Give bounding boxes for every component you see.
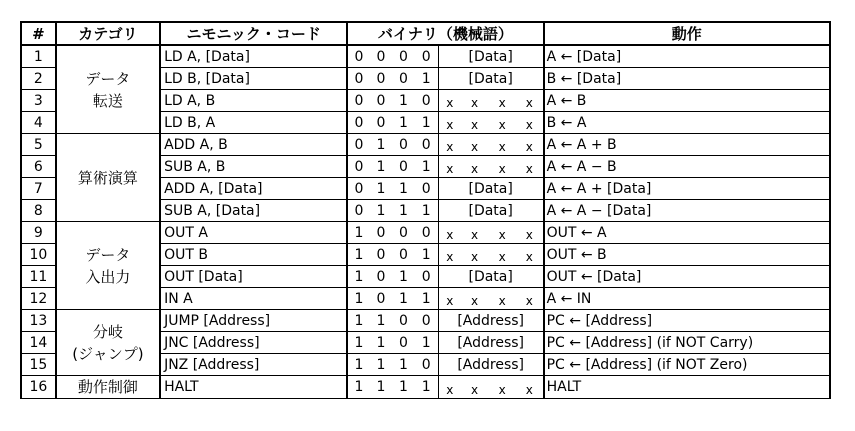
mnemonic-cell: OUT B: [160, 244, 347, 266]
row-number: 1: [21, 45, 56, 68]
opcode-bit: 0: [392, 45, 415, 68]
mnemonic-cell: JNZ [Address]: [160, 354, 347, 376]
opcode-bit: 1: [392, 90, 415, 112]
operand-cell: [Data]: [438, 200, 543, 222]
row-number: 3: [21, 90, 56, 112]
operand-cell: [Address]: [438, 332, 543, 354]
opcode-bit: 0: [392, 134, 415, 156]
row-number: 5: [21, 134, 56, 156]
category-label: 入出力: [85, 267, 131, 286]
opcode-bit: 1: [415, 288, 439, 310]
mnemonic-cell: JUMP [Address]: [160, 310, 347, 332]
opcode-bit: 0: [392, 68, 415, 90]
opcode-bit: 1: [415, 332, 439, 354]
operand-dont-care: x: [438, 222, 461, 244]
opcode-bit: 0: [347, 200, 370, 222]
opcode-bit: 1: [415, 200, 439, 222]
category-label: データ: [85, 69, 131, 88]
row-number: 2: [21, 68, 56, 90]
row-number: 11: [21, 266, 56, 288]
operand-dont-care: x: [488, 222, 516, 244]
row-number: 10: [21, 244, 56, 266]
action-cell: B ← [Data]: [544, 68, 830, 90]
opcode-bit: 1: [415, 376, 439, 399]
category-cell: [56, 376, 160, 399]
opcode-bit: 0: [347, 68, 370, 90]
category-label: 算術演算: [77, 168, 138, 187]
opcode-bit: 1: [392, 288, 415, 310]
opcode-bit: 0: [370, 45, 393, 68]
opcode-bit: 1: [370, 178, 393, 200]
action-cell: A ← A + B: [544, 134, 830, 156]
operand-dont-care: x: [516, 222, 544, 244]
opcode-bit: 0: [415, 178, 439, 200]
mnemonic-cell: JNC [Address]: [160, 332, 347, 354]
row-number: 13: [21, 310, 56, 332]
opcode-bit: 0: [370, 288, 393, 310]
operand-dont-care: x: [488, 90, 516, 112]
opcode-bit: 0: [347, 156, 370, 178]
operand-cell: [Data]: [438, 45, 543, 68]
opcode-bit: 0: [415, 45, 439, 68]
operand-dont-care: x: [488, 156, 516, 178]
operand-dont-care: x: [461, 134, 489, 156]
instruction-set-table: [20, 21, 831, 399]
opcode-bit: 1: [415, 112, 439, 134]
action-cell: PC ← [Address] (if NOT Carry): [544, 332, 830, 354]
opcode-bit: 1: [347, 266, 370, 288]
opcode-bit: 0: [370, 112, 393, 134]
opcode-bit: 1: [347, 244, 370, 266]
header-num: #: [21, 22, 56, 45]
opcode-bit: 0: [370, 68, 393, 90]
action-cell: A ← IN: [544, 288, 830, 310]
mnemonic-cell: IN A: [160, 288, 347, 310]
row-number: 4: [21, 112, 56, 134]
table-row: [21, 376, 830, 399]
table-row: [21, 134, 830, 156]
opcode-bit: 1: [347, 310, 370, 332]
row-number: 12: [21, 288, 56, 310]
operand-dont-care: x: [438, 134, 461, 156]
mnemonic-cell: LD A, B: [160, 90, 347, 112]
action-cell: OUT ← A: [544, 222, 830, 244]
opcode-bit: 1: [415, 68, 439, 90]
operand-dont-care: x: [438, 244, 461, 266]
table-row: [21, 222, 830, 244]
row-number: 6: [21, 156, 56, 178]
action-cell: A ← A + [Data]: [544, 178, 830, 200]
opcode-bit: 1: [370, 332, 393, 354]
opcode-bit: 0: [415, 222, 439, 244]
opcode-bit: 1: [370, 134, 393, 156]
mnemonic-cell: OUT A: [160, 222, 347, 244]
category-cell: [56, 134, 160, 222]
mnemonic-cell: LD A, [Data]: [160, 45, 347, 68]
opcode-bit: 0: [370, 244, 393, 266]
operand-dont-care: x: [461, 288, 489, 310]
opcode-bit: 0: [370, 90, 393, 112]
opcode-bit: 0: [347, 134, 370, 156]
opcode-bit: 0: [347, 178, 370, 200]
mnemonic-cell: ADD A, B: [160, 134, 347, 156]
operand-dont-care: x: [461, 222, 489, 244]
opcode-bit: 1: [370, 156, 393, 178]
opcode-bit: 0: [392, 332, 415, 354]
row-number: 15: [21, 354, 56, 376]
mnemonic-cell: LD B, [Data]: [160, 68, 347, 90]
opcode-bit: 1: [392, 266, 415, 288]
action-cell: OUT ← B: [544, 244, 830, 266]
opcode-bit: 1: [347, 222, 370, 244]
table-body: [21, 45, 830, 399]
operand-cell: [Data]: [438, 178, 543, 200]
operand-dont-care: x: [438, 156, 461, 178]
opcode-bit: 1: [415, 156, 439, 178]
operand-dont-care: x: [488, 112, 516, 134]
operand-dont-care: x: [488, 134, 516, 156]
mnemonic-cell: SUB A, B: [160, 156, 347, 178]
header-mnemonic: ニモニック・コード: [160, 22, 347, 45]
operand-dont-care: x: [461, 156, 489, 178]
opcode-bit: 0: [415, 354, 439, 376]
action-cell: B ← A: [544, 112, 830, 134]
opcode-bit: 0: [392, 310, 415, 332]
operand-dont-care: x: [516, 90, 544, 112]
table-row: [21, 45, 830, 68]
operand-dont-care: x: [488, 244, 516, 266]
operand-cell: [Address]: [438, 310, 543, 332]
action-cell: A ← B: [544, 90, 830, 112]
category-cell: [56, 222, 160, 310]
opcode-bit: 0: [347, 112, 370, 134]
operand-dont-care: x: [438, 112, 461, 134]
operand-dont-care: x: [488, 376, 516, 399]
operand-dont-care: x: [516, 156, 544, 178]
operand-dont-care: x: [461, 112, 489, 134]
row-number: 9: [21, 222, 56, 244]
row-number: 7: [21, 178, 56, 200]
operand-dont-care: x: [438, 288, 461, 310]
opcode-bit: 0: [347, 45, 370, 68]
mnemonic-cell: HALT: [160, 376, 347, 399]
table-row: [21, 310, 830, 332]
category-label: (ジャンプ): [72, 344, 144, 363]
opcode-bit: 1: [392, 376, 415, 399]
mnemonic-cell: LD B, A: [160, 112, 347, 134]
operand-dont-care: x: [516, 376, 544, 399]
opcode-bit: 1: [370, 376, 393, 399]
category-cell: [56, 45, 160, 134]
opcode-bit: 1: [347, 288, 370, 310]
opcode-bit: 0: [415, 310, 439, 332]
opcode-bit: 1: [370, 200, 393, 222]
operand-dont-care: x: [516, 288, 544, 310]
header-category: カテゴリ: [56, 22, 160, 45]
action-cell: A ← A − [Data]: [544, 200, 830, 222]
opcode-bit: 0: [370, 222, 393, 244]
category-label: 転送: [92, 91, 123, 110]
mnemonic-cell: SUB A, [Data]: [160, 200, 347, 222]
operand-dont-care: x: [516, 244, 544, 266]
action-cell: A ← [Data]: [544, 45, 830, 68]
operand-cell: [Data]: [438, 68, 543, 90]
opcode-bit: 0: [392, 222, 415, 244]
opcode-bit: 0: [392, 156, 415, 178]
mnemonic-cell: OUT [Data]: [160, 266, 347, 288]
opcode-bit: 1: [347, 376, 370, 399]
opcode-bit: 0: [392, 244, 415, 266]
operand-dont-care: x: [461, 376, 489, 399]
action-cell: PC ← [Address]: [544, 310, 830, 332]
opcode-bit: 1: [392, 112, 415, 134]
opcode-bit: 0: [415, 134, 439, 156]
opcode-bit: 1: [370, 310, 393, 332]
opcode-bit: 1: [392, 200, 415, 222]
opcode-bit: 1: [392, 354, 415, 376]
opcode-bit: 1: [370, 354, 393, 376]
opcode-bit: 0: [415, 90, 439, 112]
row-number: 14: [21, 332, 56, 354]
operand-cell: [Address]: [438, 354, 543, 376]
action-cell: PC ← [Address] (if NOT Zero): [544, 354, 830, 376]
category-label: 動作制御: [77, 378, 138, 396]
row-number: 8: [21, 200, 56, 222]
operand-cell: [Data]: [438, 266, 543, 288]
opcode-bit: 1: [415, 244, 439, 266]
category-label: データ: [85, 245, 131, 264]
operand-dont-care: x: [461, 244, 489, 266]
row-number: 16: [21, 376, 56, 399]
category-label: 分岐: [92, 322, 123, 341]
action-cell: HALT: [544, 376, 830, 399]
header-row: [21, 22, 830, 45]
opcode-bit: 1: [347, 354, 370, 376]
action-cell: OUT ← [Data]: [544, 266, 830, 288]
opcode-bit: 0: [347, 90, 370, 112]
action-cell: A ← A − B: [544, 156, 830, 178]
operand-dont-care: x: [516, 134, 544, 156]
opcode-bit: 1: [392, 178, 415, 200]
mnemonic-cell: ADD A, [Data]: [160, 178, 347, 200]
operand-dont-care: x: [516, 112, 544, 134]
operand-dont-care: x: [438, 376, 461, 399]
header-action: 動作: [544, 22, 830, 45]
opcode-bit: 0: [415, 266, 439, 288]
category-cell: [56, 310, 160, 376]
opcode-bit: 1: [347, 332, 370, 354]
operand-dont-care: x: [461, 90, 489, 112]
header-binary: バイナリ（機械語）: [347, 22, 543, 45]
opcode-bit: 0: [370, 266, 393, 288]
operand-dont-care: x: [438, 90, 461, 112]
operand-dont-care: x: [488, 288, 516, 310]
